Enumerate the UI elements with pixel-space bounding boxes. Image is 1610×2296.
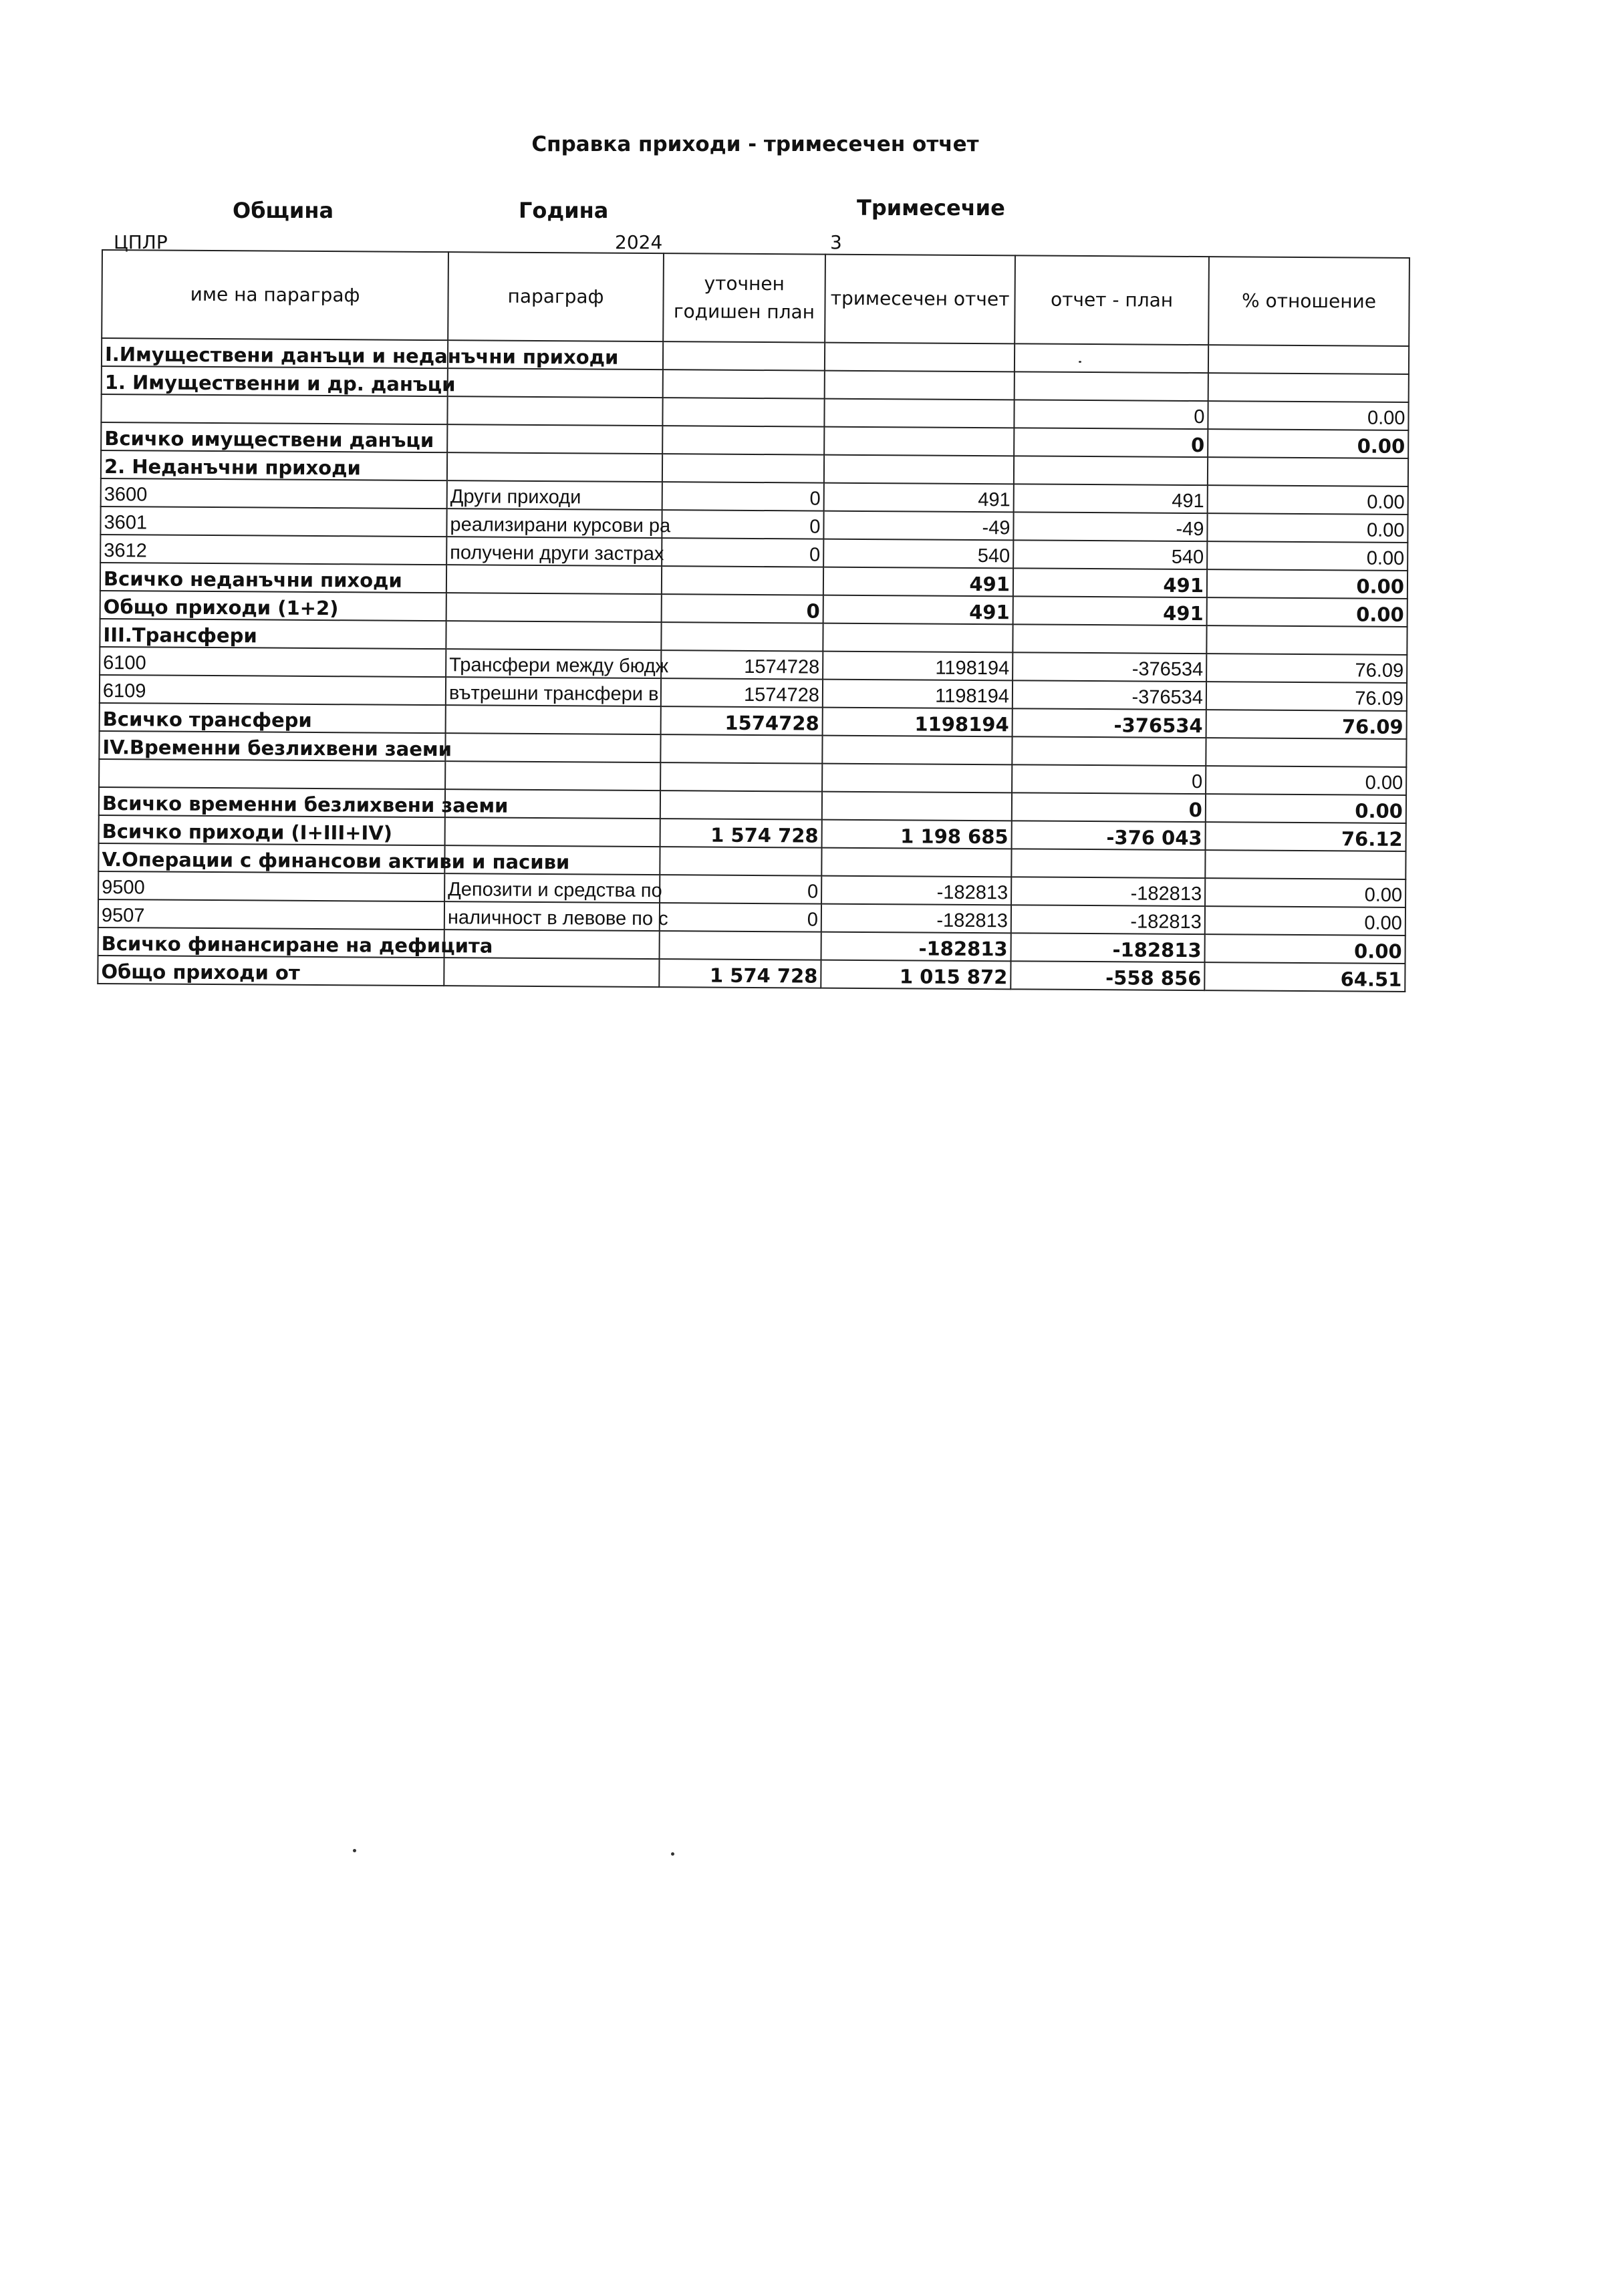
table-cell [447, 424, 662, 454]
table-cell: 540 [823, 539, 1013, 569]
table-cell: Други приходи [447, 480, 662, 510]
table-cell: получени други застрах [446, 537, 662, 566]
table-cell [1012, 736, 1206, 766]
table-cell [661, 622, 823, 651]
table-cell: 76.09 [1206, 710, 1407, 739]
table-cell: -182813 [1011, 905, 1205, 934]
quarter-value: 3 [830, 231, 842, 253]
report-title: Справка приходи - тримесечен отчет [531, 132, 979, 156]
column-header: уточнен годишен план [663, 253, 825, 342]
quarter-label: Тримесечие [857, 195, 1005, 221]
table-cell: 9507 [98, 899, 444, 929]
table-cell: 0.00 [1205, 878, 1405, 907]
table-cell: -182813 [1011, 933, 1205, 962]
column-header: % отношение [1208, 257, 1410, 346]
municipality-value: ЦПЛР [114, 231, 168, 253]
table-cell [660, 847, 821, 875]
table-cell [660, 762, 822, 791]
table-cell: наличност в левове по с [444, 901, 660, 931]
table-cell: -182813 [821, 932, 1011, 962]
table-cell [662, 426, 824, 454]
table-cell: 0 [660, 903, 821, 931]
column-header: параграф [448, 252, 664, 341]
table-cell [662, 398, 824, 426]
table-cell: 76.12 [1206, 822, 1406, 851]
table-cell: 0 [662, 510, 823, 539]
table-cell: -182813 [821, 876, 1011, 905]
table-cell: Всичко временни безлихвени заеми [99, 787, 445, 817]
table-cell [1206, 625, 1407, 655]
table-cell [445, 761, 660, 791]
table-cell [1206, 738, 1406, 767]
table-cell [825, 371, 1015, 400]
table-cell [823, 623, 1013, 653]
table-cell [445, 733, 660, 762]
table-cell: 0.00 [1205, 934, 1405, 964]
table-cell [446, 593, 662, 622]
table-cell [822, 764, 1012, 793]
table-cell: -49 [823, 511, 1013, 541]
table-cell: -376534 [1013, 680, 1206, 710]
table-cell: 0 [660, 875, 821, 903]
table-cell: -558 856 [1011, 961, 1204, 990]
table-cell: Всичко трансфери [100, 703, 446, 733]
table-cell: реализирани курсови ра [446, 509, 662, 538]
table-cell: вътрешни трансфери в [446, 677, 661, 706]
table-cell [1208, 345, 1409, 374]
table-cell [822, 736, 1012, 765]
table-cell: -376534 [1013, 652, 1206, 682]
table-cell: 0.00 [1206, 794, 1406, 823]
table-cell: 0.00 [1207, 597, 1407, 627]
table-cell [448, 368, 663, 398]
table-cell: 0.00 [1207, 541, 1407, 571]
table-cell: 1198194 [823, 680, 1013, 709]
table-cell: Общо приходи от [98, 956, 444, 986]
table-cell: 6109 [100, 675, 446, 705]
table-cell: III.Трансфери [100, 619, 446, 649]
table-cell: Всичко приходи (I+III+IV) [99, 815, 445, 845]
table-cell [1014, 456, 1208, 485]
table-cell: 1574728 [661, 678, 823, 707]
column-header: име на параграф [102, 250, 448, 340]
table-cell: 491 [823, 595, 1013, 625]
table-cell: 0.00 [1206, 766, 1406, 795]
table-cell: 1. Имущественни и др. данъци [102, 366, 448, 396]
table-cell: 76.09 [1206, 682, 1407, 711]
table-cell [1015, 372, 1208, 401]
table-cell [447, 396, 662, 426]
table-cell: 1 574 728 [659, 959, 821, 988]
table-cell [825, 343, 1015, 372]
table-cell: 0.00 [1205, 906, 1405, 936]
table-cell: 1198194 [823, 708, 1013, 737]
table-cell: 64.51 [1204, 962, 1405, 992]
table-cell: 0 [1012, 764, 1206, 794]
table-cell [824, 427, 1014, 456]
table-cell: 0.00 [1208, 429, 1408, 458]
table-cell: 0.00 [1208, 485, 1408, 515]
table-cell: 0 [1014, 400, 1208, 429]
table-cell [99, 759, 445, 789]
year-label: Година [519, 198, 609, 223]
table-cell [663, 370, 825, 398]
table-cell: 1 574 728 [660, 819, 822, 847]
table-cell [824, 455, 1014, 484]
table-cell [821, 848, 1011, 877]
table-header-row [102, 250, 1410, 346]
table-cell: 0.00 [1207, 569, 1407, 599]
table-cell [660, 734, 822, 763]
table-cell: 0 [662, 594, 823, 623]
table-cell [662, 566, 823, 595]
table-cell: 491 [1014, 484, 1208, 513]
municipality-label: Община [233, 198, 334, 223]
table-cell: 0 [1014, 428, 1208, 457]
table-cell: Всичко имуществени данъци [101, 422, 447, 452]
table-cell [1205, 850, 1405, 879]
table-cell: 0 [1012, 793, 1206, 822]
scan-speck [1079, 361, 1081, 363]
table-cell: 491 [823, 567, 1013, 597]
table-cell [1013, 624, 1206, 654]
table-cell [660, 931, 821, 960]
table-cell [1011, 849, 1205, 878]
table-cell [1208, 373, 1409, 402]
table-cell: 76.09 [1206, 654, 1407, 683]
table-cell: I.Имуществени данъци и неданъчни приходи [102, 338, 448, 368]
table-cell: -376534 [1013, 708, 1206, 738]
table-cell: 0.00 [1207, 513, 1407, 543]
table-cell: 491 [1013, 568, 1207, 597]
table-cell: Всичко неданъчни пиходи [100, 563, 446, 593]
table-cell: 1 015 872 [821, 960, 1011, 990]
table-cell: 540 [1013, 540, 1207, 569]
column-header: отчет - план [1015, 255, 1209, 345]
table-cell [447, 452, 662, 482]
table-cell [660, 791, 822, 819]
table-cell: 3612 [100, 535, 446, 565]
scan-speck [353, 1849, 356, 1852]
table-cell: Депозити и средства по [444, 873, 660, 903]
table-cell: Общо приходи (1+2) [100, 591, 446, 621]
table-cell: 1574728 [661, 706, 823, 735]
table-cell: 1574728 [661, 650, 823, 679]
table-cell: 491 [824, 483, 1014, 513]
table-cell: 6100 [100, 647, 446, 677]
table-cell: -49 [1013, 512, 1207, 541]
table-cell: 1198194 [823, 652, 1013, 681]
table-cell: V.Операции с финансови активи и пасиви [98, 843, 444, 873]
table-cell: 3600 [101, 478, 447, 509]
table-cell [445, 817, 660, 847]
table-cell: Трансфери между бюдж [446, 649, 661, 678]
table-cell [446, 621, 661, 650]
table-cell [444, 958, 659, 987]
revenue-table [97, 249, 1410, 992]
table-cell [101, 394, 447, 424]
table-cell [1208, 457, 1408, 486]
table-cell: Всичко финансиране на дефицита [98, 927, 444, 958]
table-cell [1015, 343, 1208, 373]
table-cell: 2. Неданъчни приходи [101, 450, 447, 480]
table-cell: 491 [1013, 596, 1207, 625]
table-cell [822, 792, 1012, 821]
table-cell: -182813 [1011, 877, 1205, 906]
scan-speck [671, 1852, 674, 1856]
table-cell [446, 565, 662, 594]
table-cell [663, 341, 825, 370]
table-cell: 9500 [98, 871, 444, 901]
table-cell: 1 198 685 [822, 820, 1012, 849]
table-cell: 0.00 [1208, 401, 1408, 430]
table-cell: -376 043 [1012, 821, 1206, 850]
table-cell [824, 399, 1014, 428]
table-cell: -182813 [821, 904, 1011, 934]
column-header: тримесечен отчет [825, 255, 1015, 344]
table-cell: 0 [662, 538, 823, 567]
year-value: 2024 [615, 231, 663, 253]
table-cell [662, 454, 824, 482]
table-cell [446, 705, 661, 734]
table-cell: IV.Временни безлихвени заеми [99, 731, 445, 761]
table-cell: 0 [662, 482, 824, 511]
table-cell: 3601 [100, 507, 446, 537]
